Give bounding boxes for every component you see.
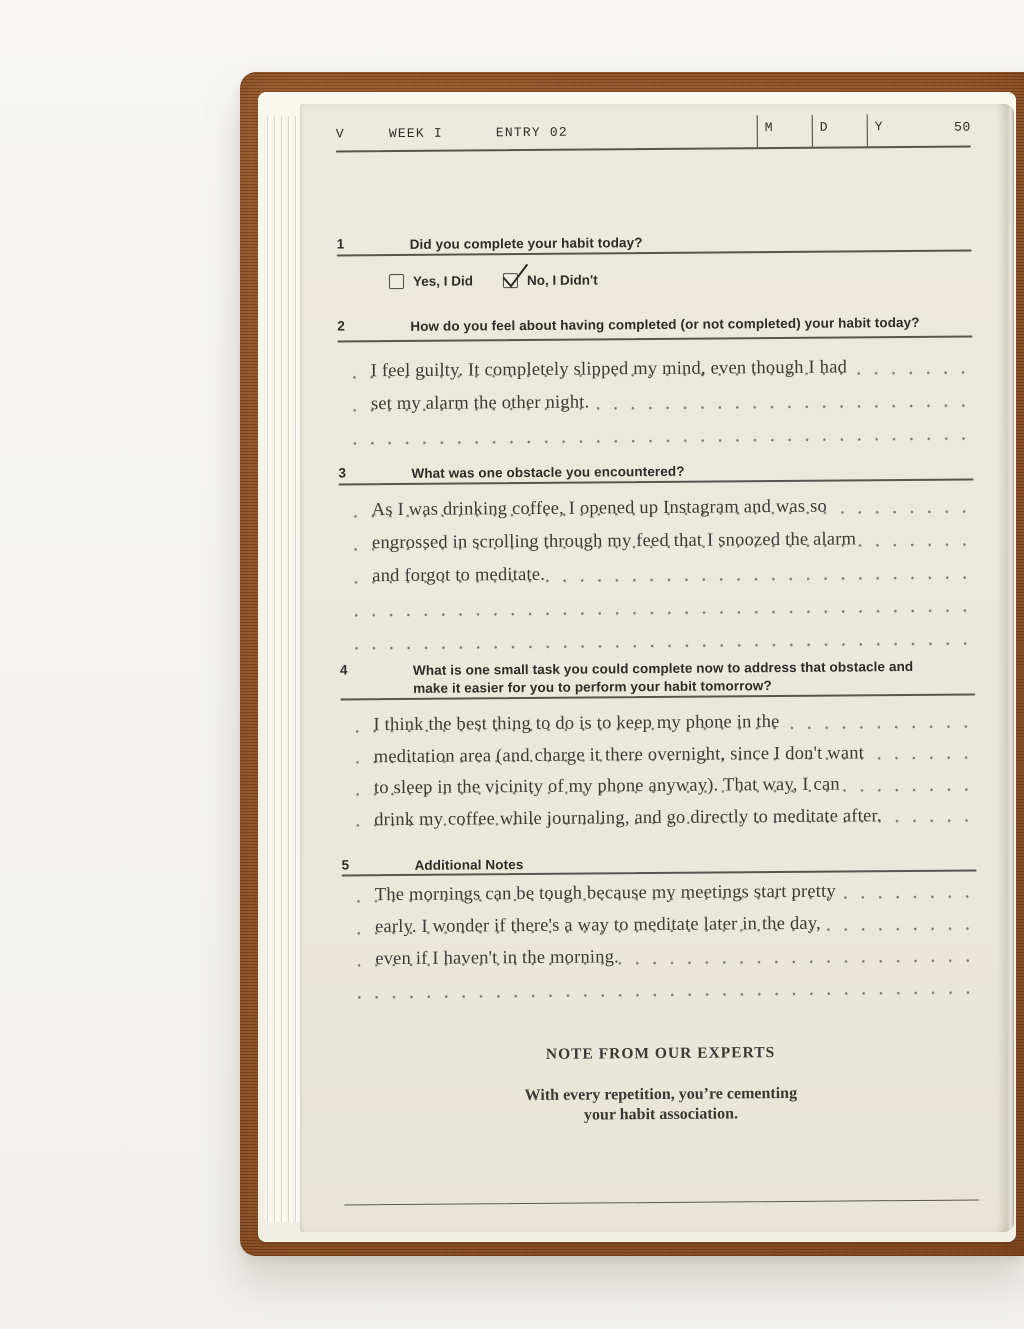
answer-q4[interactable] — [346, 704, 971, 835]
question-4-number: 4 — [339, 662, 348, 678]
answer-q3-line-3[interactable]: and forgot to meditate. — [345, 554, 969, 592]
check-mark-icon-no — [500, 263, 530, 291]
answer-q3-line-5[interactable] — [346, 620, 970, 658]
answer-q5-line-4[interactable] — [348, 970, 972, 1007]
header-month-label: M — [764, 120, 774, 136]
bottom-rule — [344, 1199, 979, 1205]
page-edge-stack — [264, 116, 300, 1222]
answer-q4-line-4[interactable]: drink my coffee while journaling, and go directly to meditate after. — [347, 798, 971, 834]
journal-page — [300, 104, 1014, 1232]
answer-q2[interactable] — [344, 349, 969, 453]
header-week: WEEK I — [388, 125, 443, 142]
header-year-label: Y — [874, 119, 884, 135]
answer-q2-line-1[interactable]: I feel guilty. It completely slipped my mind, even though I had — [344, 349, 968, 387]
habit-completed-options — [389, 272, 598, 289]
question-2-text: How do you feel about having completed (or not completed) your habit today? — [410, 314, 920, 334]
answer-q3-line-2[interactable]: engrossed in scrolling through my feed that I snoozed the alarm — [345, 521, 969, 559]
answer-q4-line-1[interactable]: I think the best thing to do is to keep my phone in the — [346, 704, 970, 740]
answer-q5-line-1[interactable]: The mornings can be tough because my meetings start pretty — [348, 874, 972, 911]
question-2-rule — [337, 336, 972, 343]
checkbox-no-box[interactable] — [503, 273, 518, 288]
checkbox-no[interactable] — [503, 272, 598, 288]
question-4-text: What is one small task you could complete now to address that obstacle and make it easier for you to perform your habit tomorrow? — [412, 658, 914, 696]
checkbox-yes[interactable] — [389, 273, 473, 289]
experts-note-title: NOTE FROM OUR EXPERTS — [545, 1044, 776, 1063]
experts-note-body-line-2: your habit association. — [583, 1104, 739, 1124]
answer-q3-line-4[interactable] — [345, 587, 969, 625]
question-5-number: 5 — [341, 857, 350, 873]
page-content — [296, 101, 1019, 1235]
question-1-number: 1 — [336, 236, 345, 252]
answer-q5-line-2[interactable]: early. I wonder if there's a way to meditate later in the day, — [348, 906, 972, 943]
answer-q3[interactable] — [345, 488, 970, 658]
header-rule — [336, 146, 971, 153]
checkbox-yes-box[interactable] — [389, 274, 404, 289]
header-year-tick — [867, 114, 869, 146]
header-entry: ENTRY 02 — [495, 124, 568, 141]
answer-q4-line-3[interactable]: to sleep in the vicinity of my phone anyway). That way, I can — [347, 767, 971, 803]
question-3-text: What was one obstacle you encountered? — [411, 463, 685, 481]
answer-q5[interactable] — [348, 874, 973, 1007]
header-day-label: D — [819, 119, 829, 135]
header-month-tick — [757, 115, 759, 147]
header-volume: V — [335, 126, 345, 142]
checkbox-yes-label: Yes, I Did — [412, 273, 474, 289]
answer-q3-line-1[interactable]: As I was drinking coffee, I opened up Instagram and was so — [345, 488, 969, 526]
question-2-number: 2 — [337, 318, 345, 334]
answer-q5-line-3[interactable]: even if I haven't in the morning. — [348, 938, 972, 975]
answer-q2-line-3[interactable] — [344, 415, 968, 453]
experts-note-body-line-1: With every repetition, you’re cementing — [524, 1084, 798, 1105]
experts-note — [343, 1042, 979, 1126]
question-3-number: 3 — [338, 465, 347, 481]
answer-q4-line-2[interactable]: meditation area (and charge it there overnight, since I don't want — [347, 735, 971, 771]
question-1-text: Did you complete your habit today? — [409, 235, 643, 252]
checkbox-no-label: No, I Didn't — [526, 272, 598, 289]
header-page-number: 50 — [954, 119, 971, 135]
question-5-text: Additional Notes — [414, 857, 524, 873]
answer-q2-line-2[interactable]: set my alarm the other night. — [344, 382, 968, 420]
header-day-tick — [812, 115, 814, 147]
